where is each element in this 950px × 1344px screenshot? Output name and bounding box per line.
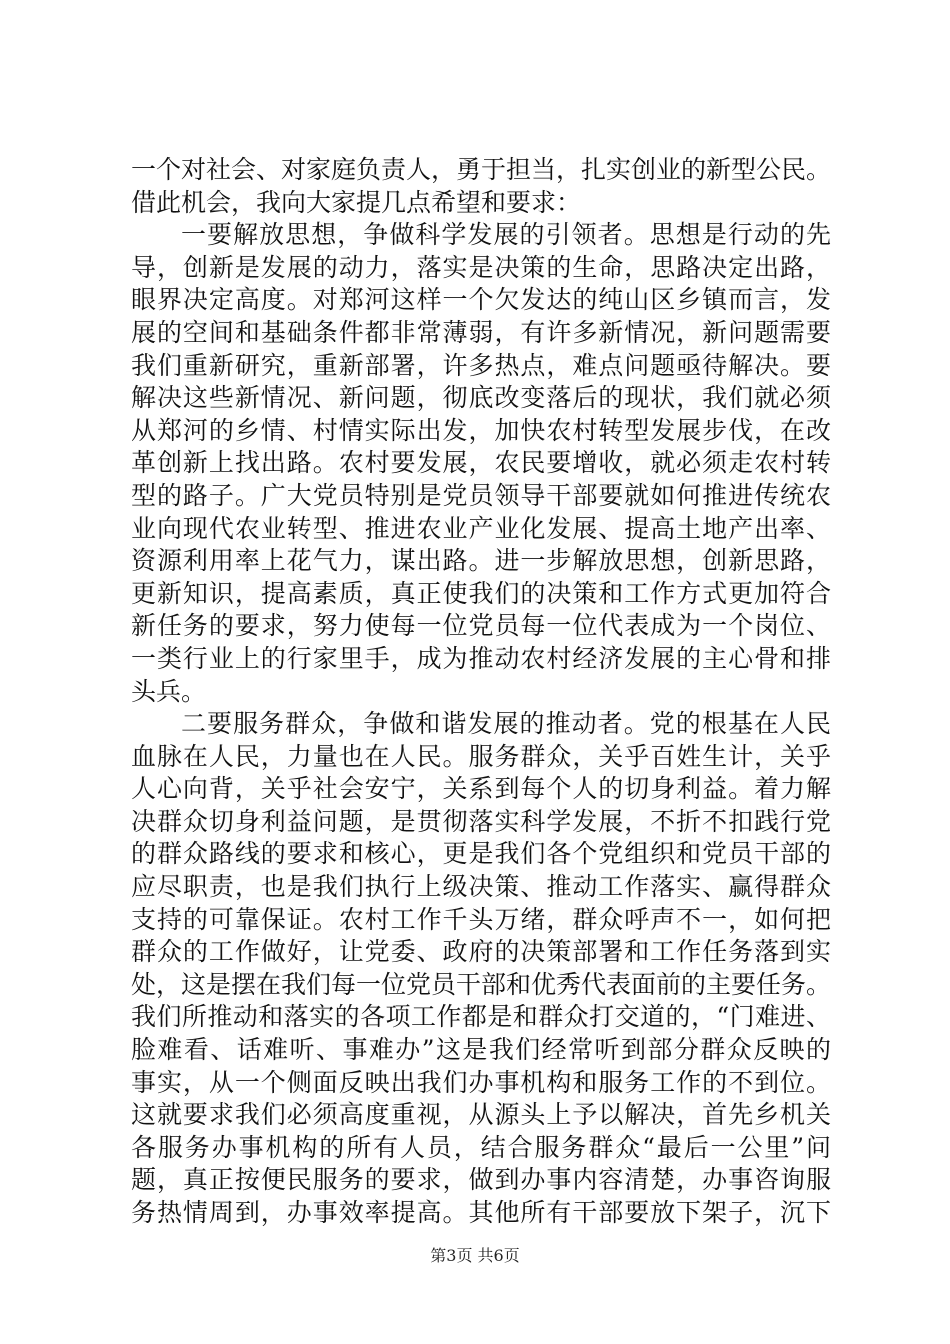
text-line: 的群众路线的要求和核心，更是我们各个党组织和党员干部的 [131,839,831,869]
text-line: 群众的工作做好，让党委、政府的决策部署和工作任务落到实 [131,937,831,967]
text-line: 眼界决定高度。对郑河这样一个欠发达的纯山区乡镇而言，发 [131,285,831,315]
text-line: 题，真正按便民服务的要求，做到办事内容清楚，办事咨询服 [131,1165,831,1195]
text-line: 务热情周到，办事效率提高。其他所有干部要放下架子，沉下 [131,1198,831,1227]
text-line: 借此机会，我向大家提几点希望和要求： [131,187,582,217]
text-line: 头兵。 [131,676,207,706]
text-line: 革创新上找出路。农村要发展，农民要增收，就必须走农村转 [131,448,831,478]
text-line: 事实，从一个侧面反映出我们办事机构和服务工作的不到位。 [131,1067,831,1097]
page-footer: 第3页 共6页 [430,1246,520,1265]
text-line: 型的路子。广大党员特别是党员领导干部要就如何推进传统农 [131,480,831,510]
text-line: 处，这是摆在我们每一位党员干部和优秀代表面前的主要任务。 [131,969,832,999]
text-line: 更新知识，提高素质，真正使我们的决策和工作方式更加符合 [131,578,831,608]
text-line: 资源利用率上花气力，谋出路。进一步解放思想，创新思路， [131,546,831,576]
text-line: 导，创新是发展的动力，落实是决策的生命，思路决定出路， [131,252,831,282]
text-line: 各服务办事机构的所有人员，结合服务群众“最后一公里”问 [131,1132,831,1162]
body-text [131,154,831,1230]
text-line: 应尽职责，也是我们执行上级决策、推动工作落实、赢得群众 [131,872,831,902]
text-line: 这就要求我们必须高度重视，从源头上予以解决，首先乡机关 [131,1100,831,1130]
text-line: 决群众切身利益问题，是贯彻落实科学发展，不折不扣践行党 [131,806,831,836]
text-line: 我们所推动和落实的各项工作都是和群众打交道的，“门难进、 [131,1002,831,1032]
text-line: 一类行业上的行家里手，成为推动农村经济发展的主心骨和排 [131,643,831,673]
text-line: 二要服务群众，争做和谐发展的推动者。党的根基在人民 [181,709,831,739]
text-line: 从郑河的乡情、村情实际出发，加快农村转型发展步伐，在改 [131,415,831,445]
text-line: 新任务的要求，努力使每一位党员每一位代表成为一个岗位、 [131,611,831,641]
text-line: 展的空间和基础条件都非常薄弱，有许多新情况，新问题需要 [131,317,831,347]
text-line: 我们重新研究，重新部署，许多热点，难点问题亟待解决。要 [131,350,831,380]
text-line: 脸难看、话难听、事难办”这是我们经常听到部分群众反映的 [131,1035,831,1065]
text-line: 解决这些新情况、新问题，彻底改变落后的现状，我们就必须 [131,383,831,413]
text-line: 一个对社会、对家庭负责人，勇于担当，扎实创业的新型公民。 [131,155,832,184]
text-line: 血脉在人民，力量也在人民。服务群众，关乎百姓生计，关乎 [131,741,831,771]
text-line: 支持的可靠保证。农村工作千头万绪，群众呼声不一，如何把 [131,904,831,934]
text-line: 人心向背，关乎社会安宁，关系到每个人的切身利益。着力解 [131,774,831,804]
text-line: 一要解放思想，争做科学发展的引领者。思想是行动的先 [181,220,831,250]
text-line: 业向现代农业转型、推进农业产业化发展、提高土地产出率、 [131,513,831,543]
